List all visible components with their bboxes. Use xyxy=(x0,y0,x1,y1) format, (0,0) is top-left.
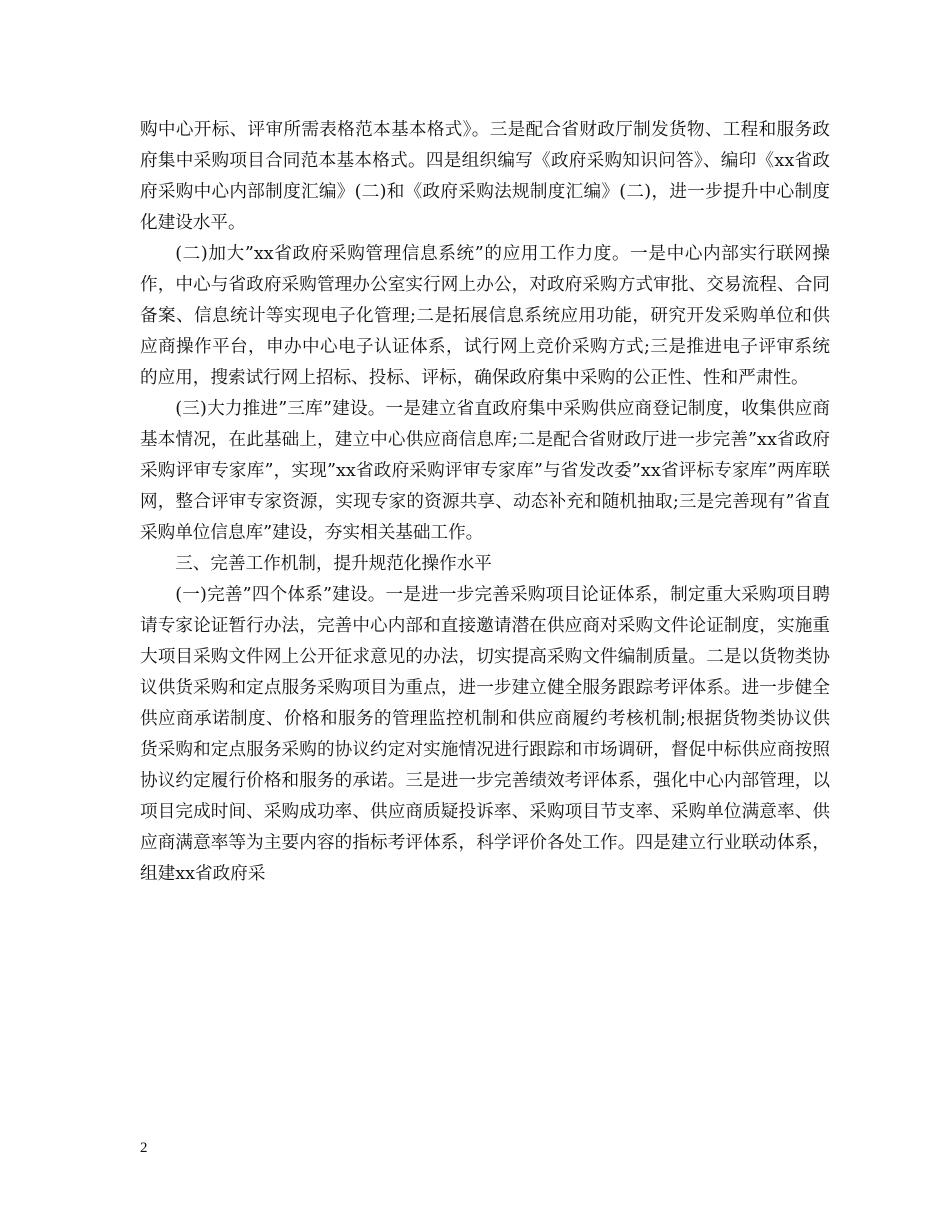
paragraph-four-systems: (一)完善”四个体系”建设。一是进一步完善采购项目论证体系，制定重大采购项目聘请专家论证暂行办法，完善中心内部和直接邀请潜在供应商对采购文件论证制度，实施重大项目采购文件网上公开征求意见的办法，切实提高采购文件编制质量。二是以货物类协议供货采购和定点服务采购项目为重点，进一步建立健全服务跟踪考评体系。进一步健全供应商承诺制度、价格和服务的管理监控机制和供应商履约考核机制;根据货物类协议供货采购和定点服务采购的协议约定对实施情况进行跟踪和市场调研，督促中标供应商按照协议约定履行价格和服务的承诺。三是进一步完善绩效考评体系，强化中心内部管理，以项目完成时间、采购成功率、供应商质疑投诉率、采购项目节支率、采购单位满意率、供应商满意率等为主要内容的指标考评体系，科学评价各处工作。四是建立行业联动体系，组建xx省政府采 xyxy=(140,585,830,884)
document-body xyxy=(140,115,830,890)
paragraph-continuation: 购中心开标、评审所需表格范本基本格式》。三是配合省财政厅制发货物、工程和服务政府集中采购项目合同范本基本格式。四是组织编写《政府采购知识问答》、编印《xx省政府采购中心内部制度汇编》(二)和《政府采购法规制度汇编》(二)，进一步提升中心制度化建设水平。 xyxy=(140,120,830,233)
page-number: 2 xyxy=(140,1140,148,1156)
section-heading: 三、完善工作机制，提升规范化操作水平 xyxy=(175,554,492,574)
paragraph-information-system: (二)加大”xx省政府采购管理信息系统”的应用工作力度。一是中心内部实行联网操作，中心与省政府采购管理办公室实行网上办公，对政府采购方式审批、交易流程、合同备案、信息统计等实现电子化管理;二是拓展信息系统应用功能，研究开发采购单位和供应商操作平台，申办中心电子认证体系，试行网上竞价采购方式;三是推进电子评审系统的应用，搜索试行网上招标、投标、评标，确保政府集中采购的公正性、性和严肃性。 xyxy=(140,244,830,388)
paragraph-three-databases: (三)大力推进”三库”建设。一是建立省直政府集中采购供应商登记制度，收集供应商基本情况，在此基础上，建立中心供应商信息库;二是配合省财政厅进一步完善”xx省政府采购评审专家库”，实现”xx省政府采购评审专家库”与省发改委”xx省评标专家库”两库联网，整合评审专家资源，实现专家的资源共享、动态补充和随机抽取;三是完善现有”省直采购单位信息库”建设，夯实相关基础工作。 xyxy=(140,399,830,543)
